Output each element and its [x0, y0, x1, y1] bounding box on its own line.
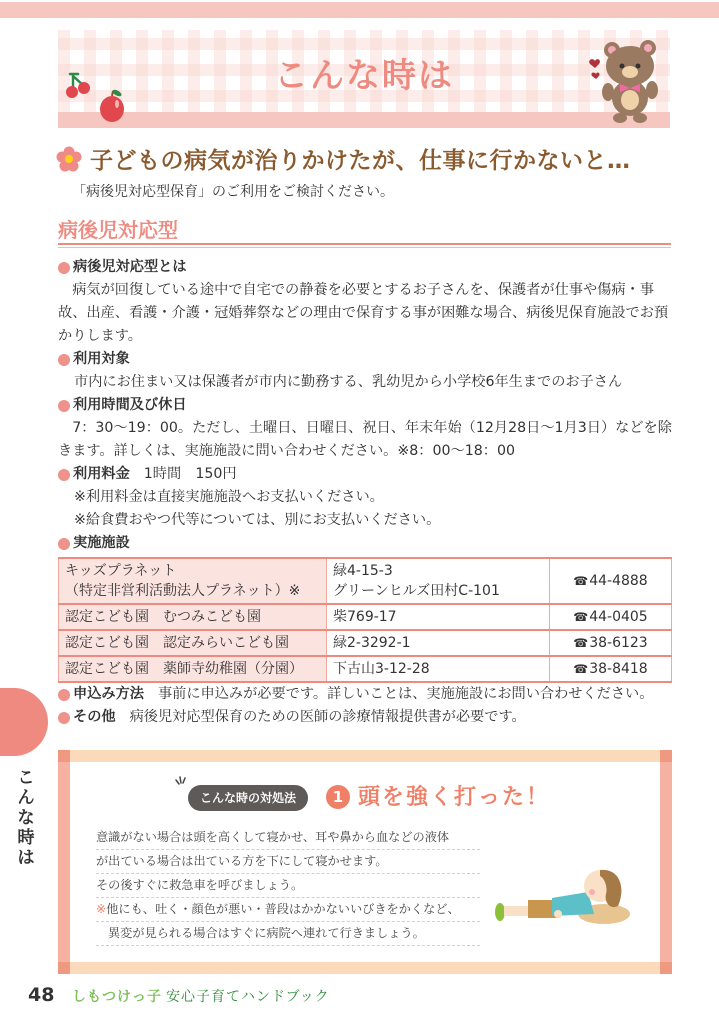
- item-label: 利用時間及び休日: [73, 397, 187, 413]
- phone-icon: ☎: [573, 574, 589, 588]
- tip-line-text: 他にも、吐く・顔色が悪い・普段はかかないいびきをかくなど、: [106, 902, 460, 916]
- book-title-text: 安心子育てハンドブック: [166, 989, 330, 1005]
- page-title: こんな時は: [274, 56, 454, 96]
- phone-icon: ☎: [573, 610, 589, 624]
- phone-icon: ☎: [573, 636, 589, 650]
- facility-name: 認定こども園 むつみこども園: [59, 604, 327, 630]
- sparkle-icon: [174, 776, 188, 788]
- facility-address-line: 緑4-15-3: [333, 563, 393, 579]
- item-heading: [58, 706, 653, 729]
- tip-corner: [58, 962, 70, 974]
- facility-name: 認定こども園 薬師寺幼稚園（分園）: [59, 656, 327, 682]
- item-text: 事前に申込みが必要です。詳しいことは、実施施設にお問い合わせください。: [157, 686, 654, 702]
- item-label: 利用料金: [73, 466, 130, 482]
- book-title: [72, 986, 330, 1006]
- tip-corner: [660, 962, 672, 974]
- tip-badge: こんな時の対処法: [188, 785, 308, 811]
- tip-line: 異変が見られる場合はすぐに病院へ連れて行きましょう。: [96, 922, 480, 946]
- tip-title: 頭を強く打った！: [358, 785, 551, 810]
- section-body: [58, 256, 674, 555]
- item-heading: [58, 532, 674, 555]
- side-tab-label: こんな時は: [17, 768, 35, 868]
- section-divider: [58, 243, 671, 245]
- header-banner: [58, 30, 670, 128]
- item-heading: [58, 394, 674, 417]
- item-text: 市内にお住まい又は保護者が市内に勤務する、乳幼児から小学校6年生までのお子さん: [74, 374, 623, 390]
- item-text: 病後児対応型保育のための医師の診療情報提供書が必要です。: [129, 709, 526, 725]
- tip-number: 1: [326, 785, 350, 809]
- flower-icon: [56, 146, 82, 172]
- item-heading: [58, 463, 674, 486]
- tip-line: その後すぐに救急車を呼びましょう。: [96, 874, 480, 898]
- phone-number: 44-4888: [589, 573, 648, 589]
- phone-number: 44-0405: [589, 609, 648, 625]
- section-title: 病後児対応型: [58, 218, 178, 242]
- fee-value: 1時間 150円: [143, 466, 237, 482]
- tip-box: [58, 750, 672, 974]
- facility-name-line: （特定非営利活動法人プラネット）※: [65, 583, 301, 599]
- item-label: その他: [73, 709, 116, 725]
- table-row: [59, 604, 672, 630]
- tip-border-top: [58, 750, 672, 762]
- item-heading: [58, 256, 674, 279]
- item-heading: [58, 683, 653, 706]
- facility-phone: [550, 656, 672, 682]
- top-band: [0, 2, 719, 18]
- phone-number: 38-6123: [589, 635, 648, 651]
- bullet-icon: [58, 689, 70, 701]
- facilities-table: [58, 557, 672, 683]
- facility-address: [327, 558, 550, 604]
- facility-address: 下古山3-12-28: [327, 656, 550, 682]
- bullet-icon: [58, 400, 70, 412]
- item-text: 病気が回復している途中で自宅での静養を必要とするお子さんを、保護者が仕事や傷病・事故、出産、看護・介護・冠婚葬祭などの理由で保育する事が困難な場合、病後児保育施設でお預かりします。: [58, 282, 669, 344]
- item-heading: [58, 348, 674, 371]
- item-label: 実施施設: [73, 535, 130, 551]
- facility-phone: [550, 630, 672, 656]
- application-info: [58, 683, 653, 729]
- tip-border-left: [58, 750, 70, 974]
- bullet-icon: [58, 262, 70, 274]
- fee-note: ※利用料金は直接実施施設へお支払いください。: [74, 489, 384, 505]
- facility-phone: [550, 558, 672, 604]
- main-heading-text: 子どもの病気が治りかけたが、仕事に行かないと…: [90, 148, 631, 174]
- main-heading: [56, 142, 631, 175]
- facility-address: 柴769-17: [327, 604, 550, 630]
- facility-name-line: キッズプラネット: [65, 563, 177, 579]
- item-text: 7：30～19：00。ただし、土曜日、日曜日、祝日、年末年始（12月28日～1月3日）などを除きます。詳しくは、実施施設に問い合わせください。※8：00～18：00: [58, 420, 672, 459]
- item-label: 申込み方法: [73, 686, 144, 702]
- item-label: 利用対象: [73, 351, 130, 367]
- table-row: [59, 558, 672, 604]
- bullet-icon: [58, 712, 70, 724]
- intro-text: 「病後児対応型保育」のご利用をご検討ください。: [72, 184, 394, 200]
- tip-line: [96, 898, 480, 922]
- facility-name: [59, 558, 327, 604]
- teddy-bear-icon: [580, 36, 670, 124]
- section-divider-thin: [58, 247, 671, 248]
- page-number: 48: [28, 984, 55, 1006]
- tip-line: が出ている場合は出ている方を下にして寝かせます。: [96, 850, 480, 874]
- phone-icon: ☎: [573, 662, 589, 676]
- item-label: 病後児対応型とは: [73, 259, 187, 275]
- tip-corner: [660, 750, 672, 762]
- facility-name: 認定こども園 認定みらいこども園: [59, 630, 327, 656]
- table-row: [59, 630, 672, 656]
- apple-icon: [96, 88, 130, 124]
- tip-border-right: [660, 750, 672, 974]
- tip-border-bottom: [58, 962, 672, 974]
- facility-phone: [550, 604, 672, 630]
- tip-corner: [58, 750, 70, 762]
- phone-number: 38-8418: [589, 661, 648, 677]
- bullet-icon: [58, 538, 70, 550]
- bullet-icon: [58, 469, 70, 481]
- fee-note: ※給食費おやつ代等については、別にお支払いください。: [74, 512, 441, 528]
- cherry-icon: [62, 70, 96, 104]
- table-row: [59, 656, 672, 682]
- brand-name: しもつけっ子: [72, 989, 162, 1005]
- lying-child-icon: [492, 856, 642, 936]
- banner-strip: [58, 112, 670, 128]
- note-mark: ※: [96, 902, 107, 916]
- tip-line: 意識がない場合は頭を高くして寝かせ、耳や鼻から血などの液体: [96, 826, 480, 850]
- facility-address-line: グリーンヒルズ田村C-101: [333, 583, 500, 599]
- side-tab: [0, 688, 48, 756]
- facility-address: 緑2-3292-1: [327, 630, 550, 656]
- bullet-icon: [58, 354, 70, 366]
- tip-text: [96, 826, 480, 946]
